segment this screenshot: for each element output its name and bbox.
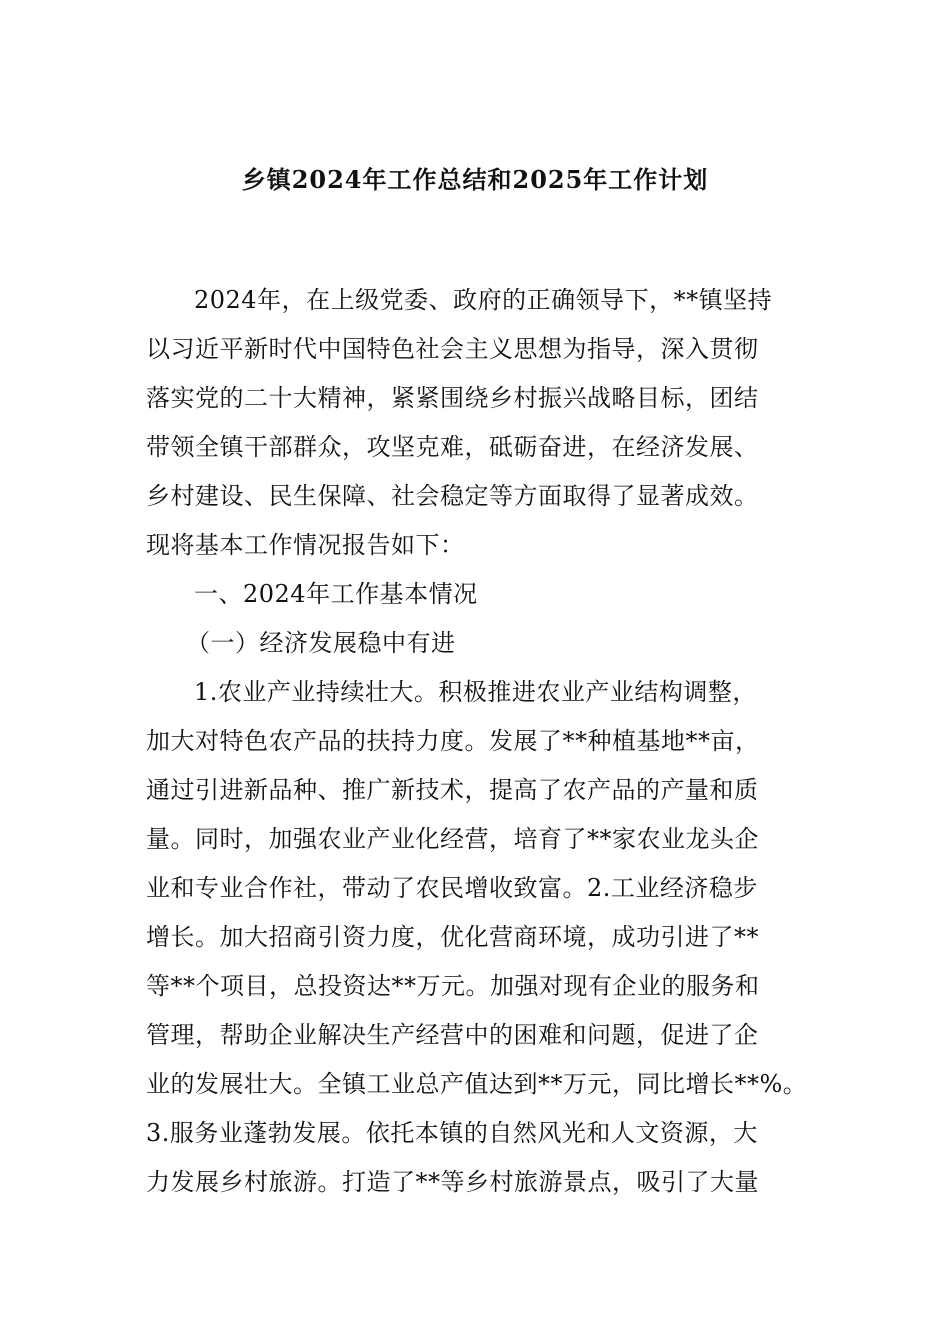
paragraph-line: 增长。加大招商引资力度，优化营商环境，成功引进了** [146, 923, 759, 951]
paragraph-line: 等**个项目，总投资达**万元。加强对现有企业的服务和 [146, 972, 760, 1000]
paragraph-line: 力发展乡村旅游。打造了**等乡村旅游景点，吸引了大量 [146, 1168, 759, 1196]
paragraph-line: 落实党的二十大精神，紧紧围绕乡村振兴战略目标，团结 [146, 384, 759, 412]
paragraph-line: 带领全镇干部群众，攻坚克难，砥砺奋进，在经济发展、 [146, 433, 759, 461]
section-heading: 一、2024年工作基本情况 [194, 580, 478, 608]
paragraph-line: 业和专业合作社，带动了农民增收致富。2.工业经济稳步 [146, 874, 758, 902]
paragraph-line: 2024年，在上级党委、政府的正确领导下，**镇坚持 [194, 286, 773, 314]
document-title: 乡镇2024年工作总结和2025年工作计划 [241, 165, 709, 194]
paragraph-line: 现将基本工作情况报告如下： [146, 531, 465, 559]
subsection-heading: （一）经济发展稳中有进 [186, 629, 456, 657]
paragraph-line: 乡村建设、民生保障、社会稳定等方面取得了显著成效。 [146, 482, 759, 510]
paragraph-line: 通过引进新品种、推广新技术，提高了农产品的产量和质 [146, 776, 759, 804]
paragraph-line: 1.农业产业持续壮大。积极推进农业产业结构调整， [194, 678, 757, 706]
paragraph-line: 3.服务业蓬勃发展。依托本镇的自然风光和人文资源，大 [146, 1119, 758, 1147]
paragraph-line: 量。同时，加强农业产业化经营，培育了**家农业龙头企 [146, 825, 759, 853]
paragraph-line: 加大对特色农产品的扶持力度。发展了**种植基地**亩， [146, 727, 760, 755]
document-body [146, 276, 826, 1207]
paragraph-line: 管理，帮助企业解决生产经营中的困难和问题，促进了企 [146, 1021, 759, 1049]
paragraph-line: 以习近平新时代中国特色社会主义思想为指导，深入贯彻 [146, 335, 759, 363]
paragraph-line: 业的发展壮大。全镇工业总产值达到**万元，同比增长**%。 [146, 1070, 808, 1098]
